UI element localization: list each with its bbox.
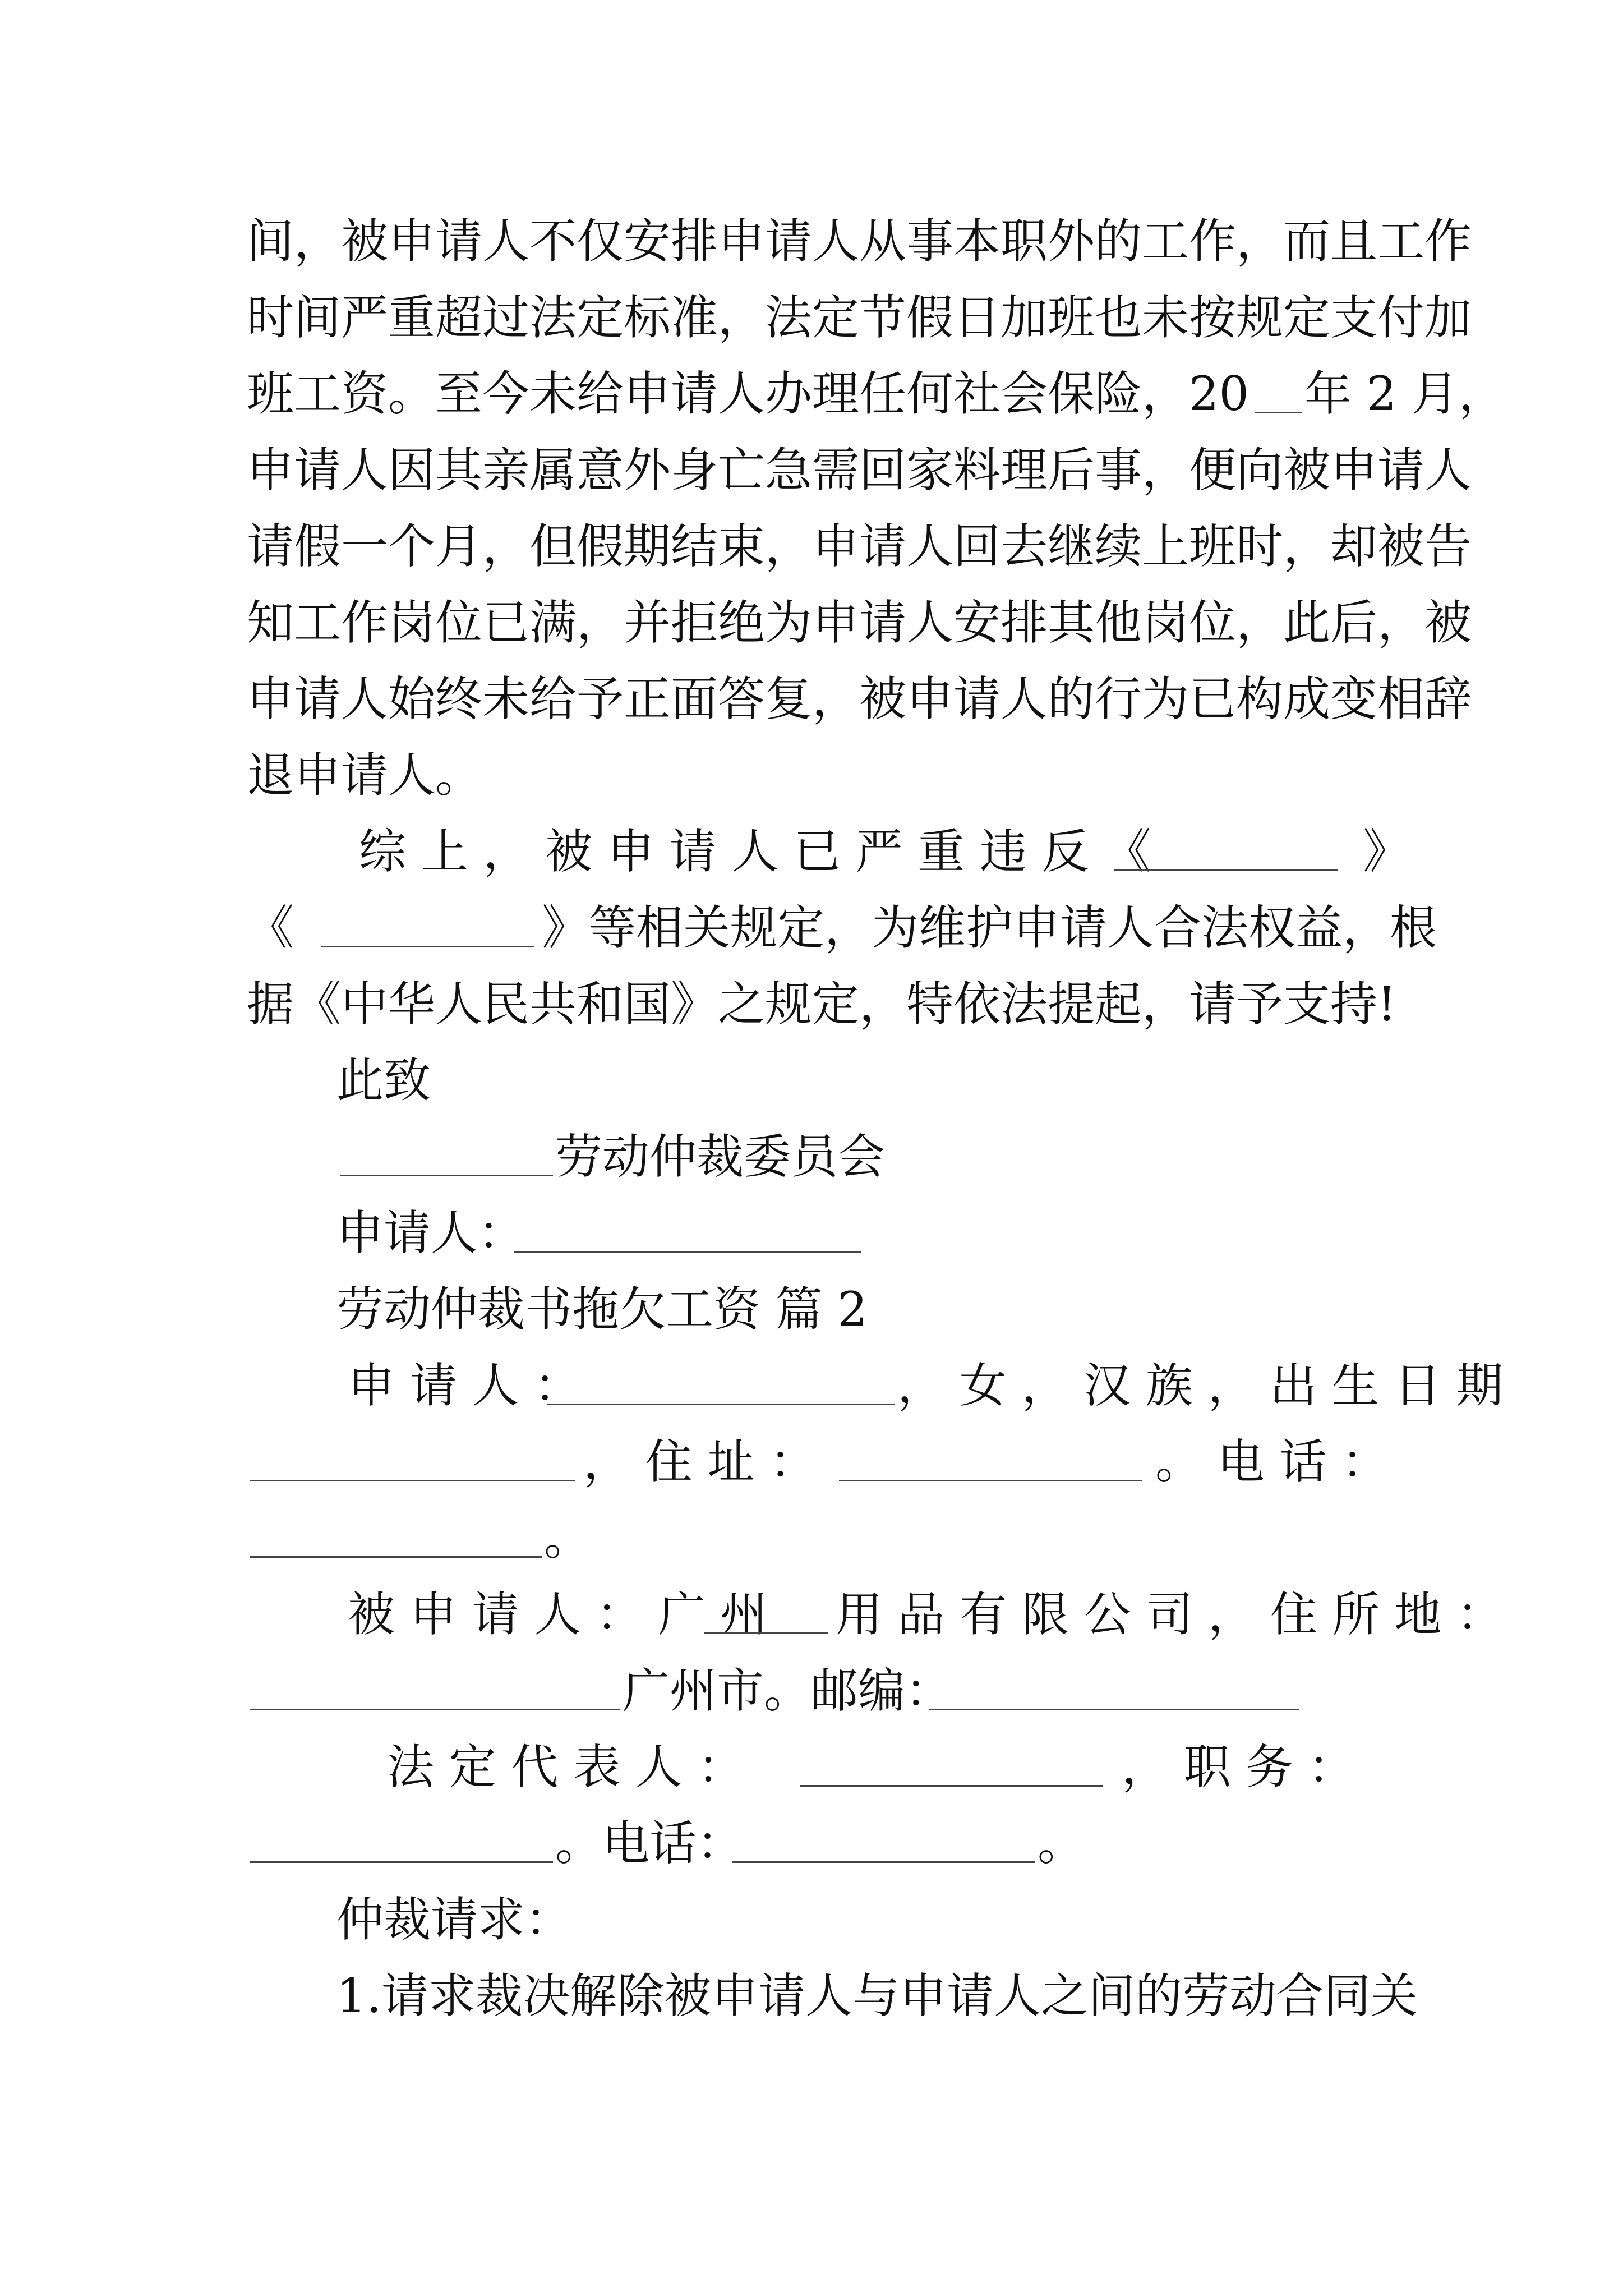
law-name-blank	[1114, 835, 1338, 871]
text-line	[0, 1575, 1623, 1654]
company-address-blank	[250, 1674, 620, 1710]
committee-blank	[340, 1140, 553, 1176]
text-line	[0, 1651, 1623, 1730]
company-name-blank	[704, 1598, 828, 1634]
text-line	[0, 583, 1623, 662]
text-line	[0, 1880, 1623, 1959]
paragraph-text: ， 住 址 ：	[583, 1434, 817, 1489]
text-line	[0, 1728, 1623, 1806]
paragraph-text: 据《中华人民共和国》之规定，特依法提起，请予支持!	[247, 977, 1396, 1032]
text-line	[0, 736, 1623, 815]
paragraph-text: 班工资。至今未给申请人办理任何社会保险，20	[247, 366, 1249, 421]
paragraph-text: 年 2 月，	[1304, 366, 1506, 421]
paragraph-text: 时间严重超过法定标准，法定节假日加班也未按规定支付加	[247, 290, 1472, 345]
paragraph-text: 申请人因其亲属意外身亡急需回家料理后事，便向被申请人	[247, 443, 1472, 498]
address-blank	[839, 1445, 1142, 1481]
law-name-blank	[321, 911, 534, 947]
text-line	[0, 1194, 1623, 1272]
paragraph-text: 综 上 ， 被 申 请 人 已 严 重 违 反 《	[359, 824, 1151, 879]
text-line	[0, 889, 1623, 967]
company-phone-blank	[732, 1826, 1035, 1863]
list-item: 1.请求裁决解除被申请人与申请人之间的劳动合同关	[336, 1968, 1418, 2023]
text-line	[0, 660, 1623, 738]
paragraph-text: ， 职 务 ：	[1122, 1740, 1355, 1795]
paragraph-text: 。电话：	[555, 1816, 744, 1871]
paragraph-text: 。 电 话 ：	[1155, 1434, 1389, 1489]
text-line	[0, 1041, 1623, 1120]
section-heading: 仲裁请求：	[336, 1892, 573, 1947]
text-line	[0, 1270, 1623, 1349]
text-line	[0, 1804, 1623, 1883]
text-line	[0, 355, 1623, 433]
paragraph-text: 用 品 有 限 公 司 ， 住 所 地 ：	[836, 1587, 1504, 1642]
applicant-label: 申请人：	[336, 1205, 525, 1260]
paragraph-text: 》等相关规定，为维护申请人合法权益，根	[542, 900, 1437, 955]
paragraph-text: 。	[1038, 1816, 1085, 1871]
paragraph-text: 退申请人。	[247, 748, 483, 803]
paragraph-text: 广州市。邮编：	[623, 1663, 953, 1718]
text-line	[0, 1957, 1623, 2035]
postcode-blank	[929, 1674, 1299, 1710]
text-line	[0, 278, 1623, 357]
paragraph-text: 申请人始终未给予正面答复，被申请人的行为已构成变相辞	[247, 671, 1472, 726]
paragraph-text: 《	[247, 900, 294, 955]
paragraph-text: 。	[544, 1511, 592, 1566]
paragraph-text: 申 请 人 ：	[348, 1358, 582, 1413]
salutation: 此致	[336, 1053, 431, 1108]
text-line	[0, 1499, 1623, 1577]
applicant-blank	[514, 1216, 861, 1253]
text-line	[0, 202, 1623, 280]
paragraph-text: 》	[1363, 824, 1410, 879]
applicant-name-blank	[547, 1369, 895, 1405]
text-line	[0, 1117, 1623, 1196]
paragraph-text: 间，被申请人不仅安排申请人从事本职外的工作，而且工作	[247, 214, 1472, 269]
text-line	[0, 507, 1623, 586]
phone-blank	[250, 1521, 542, 1558]
paragraph-text: 被 申 请 人 ： 广 州	[348, 1587, 768, 1642]
paragraph-text: 请假一个月，但假期结束，申请人回去继续上班时，却被告	[247, 519, 1472, 574]
year-blank	[1255, 377, 1302, 413]
paragraph-text: ， 女 ， 汉 族 ， 出 生 日 期	[897, 1358, 1504, 1413]
text-line	[0, 1346, 1623, 1425]
legal-rep-blank	[800, 1750, 1103, 1787]
text-line	[0, 1423, 1623, 1501]
section-title: 劳动仲裁书拖欠工资 篇 2	[336, 1282, 868, 1337]
addressee: 劳动仲裁委员会	[555, 1129, 886, 1184]
paragraph-text: 法 定 代 表 人 ：	[387, 1740, 745, 1795]
birth-date-blank	[250, 1445, 575, 1481]
text-line	[0, 431, 1623, 509]
position-blank	[250, 1826, 553, 1863]
text-line	[0, 965, 1623, 1043]
text-line	[0, 812, 1623, 891]
paragraph-text: 知工作岗位已满，并拒绝为申请人安排其他岗位，此后，被	[247, 595, 1472, 650]
